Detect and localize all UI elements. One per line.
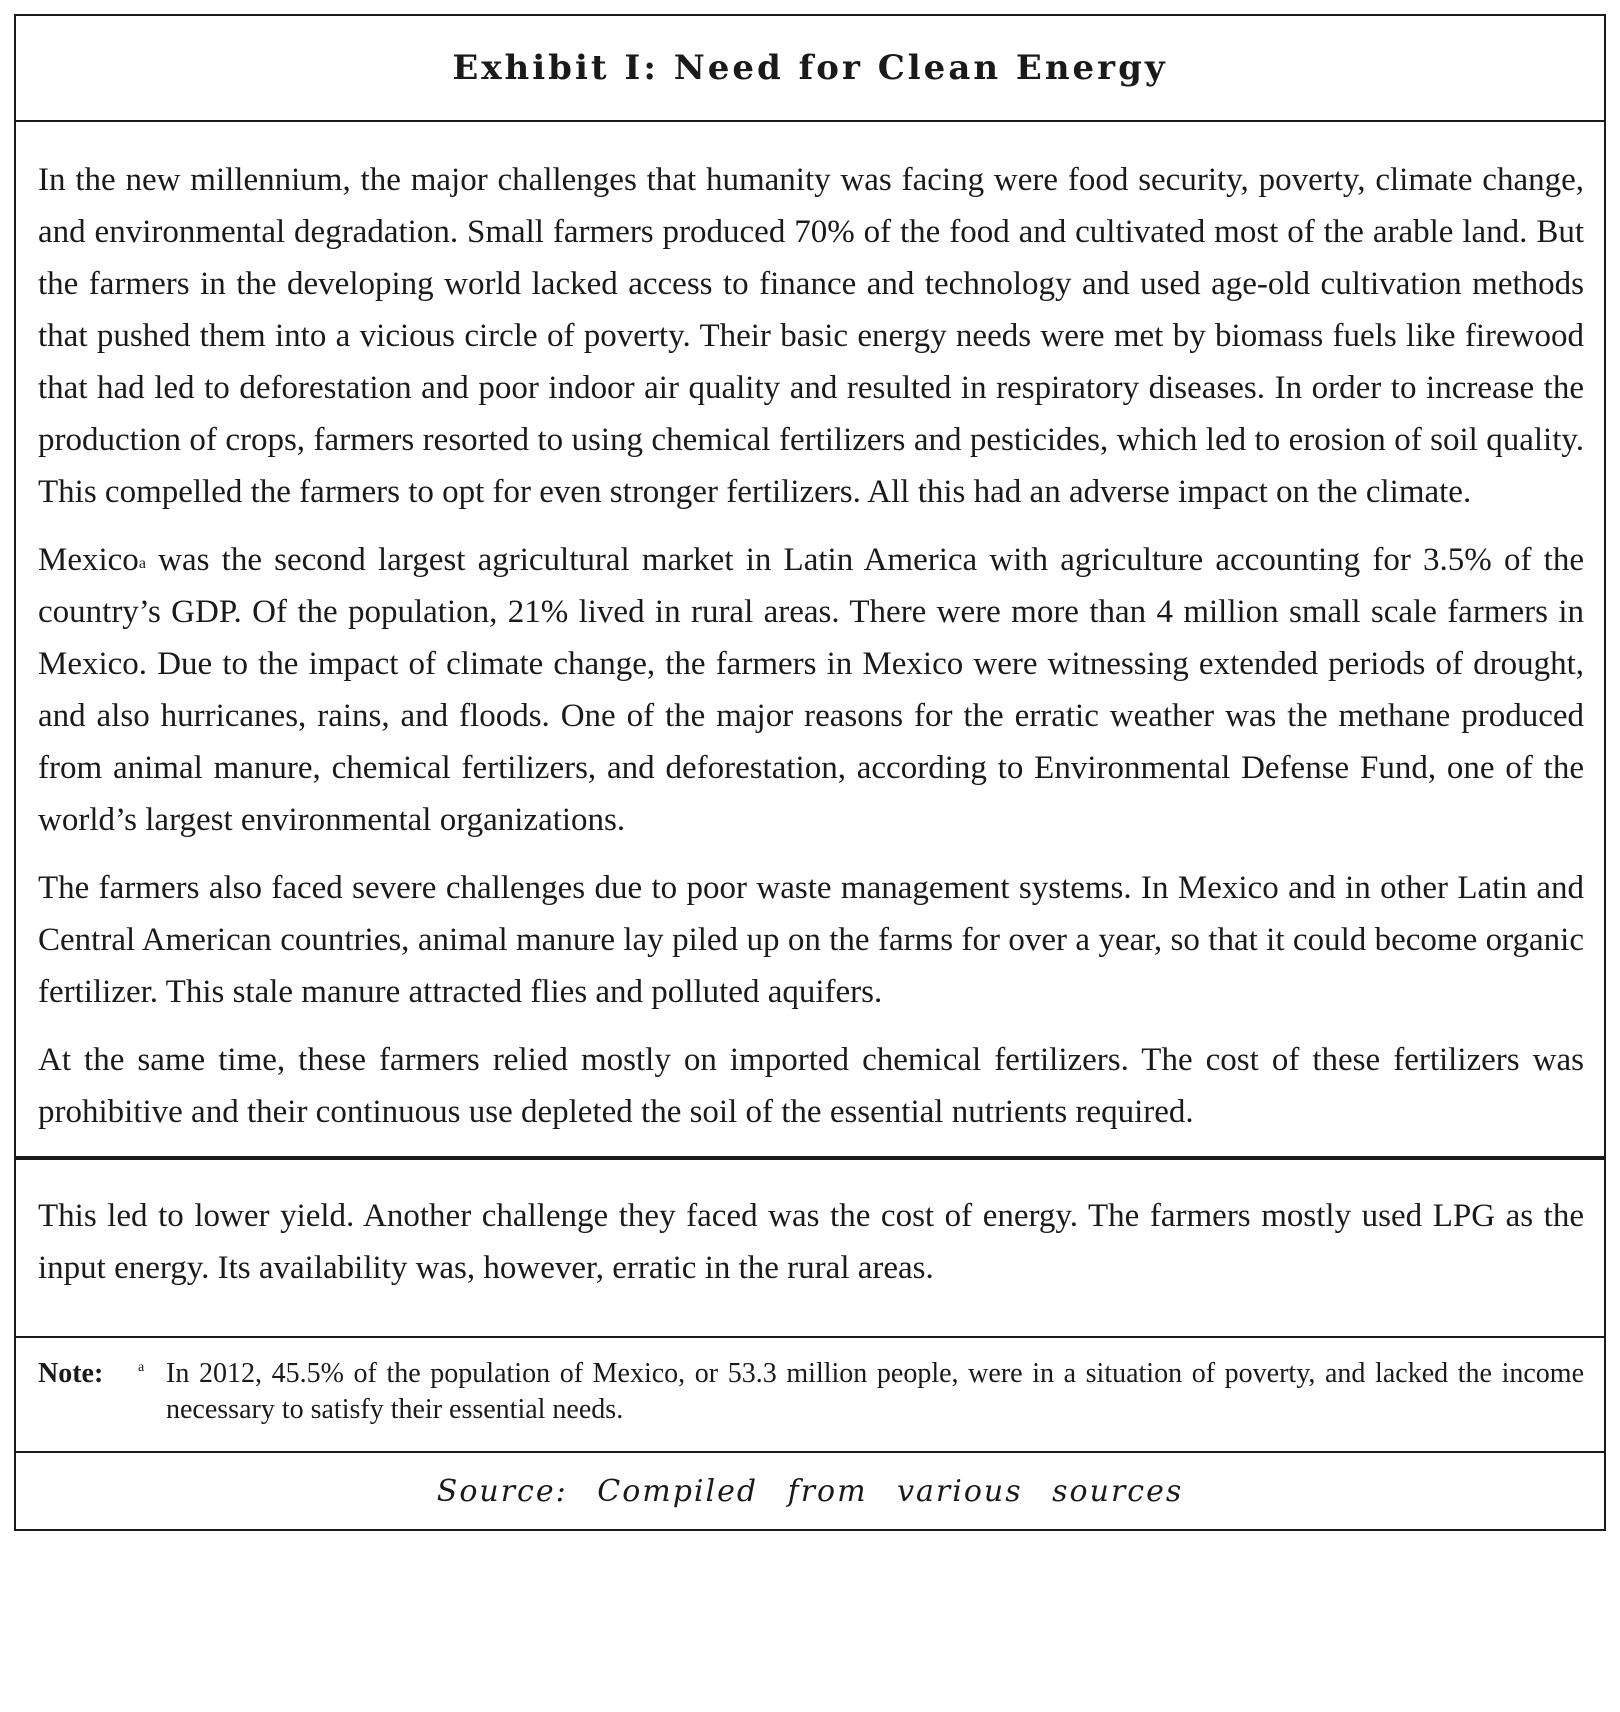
note-marker: a xyxy=(138,1360,145,1375)
source-box xyxy=(14,1453,1606,1531)
exhibit-body-continued xyxy=(14,1158,1606,1338)
exhibit-title-box xyxy=(14,14,1606,122)
note-box xyxy=(14,1338,1606,1453)
paragraph-1: In the new millennium, the major challenges that humanity was facing were food security, poverty, climate change, and environmental degradation. Small farmers produced 70% of the food and cultivated most of the arable land. But the farmers in the developing world lacked access to finance and technology and used age-old cultivation methods that pushed them into a vicious circle of poverty. Their basic energy needs were met by biomass fuels like firewood that had led to deforestation and poor indoor air quality and resulted in respiratory diseases. In order to increase the production of crops, farmers resorted to using chemical fertilizers and pesticides, which led to erosion of soil quality. This compelled the farmers to opt for even stronger fertilizers. All this had an adverse impact on the climate. xyxy=(38,162,1584,510)
paragraph-2-text: was the second largest agricultural market in Latin America with agriculture accounting for 3.5% of the country’s GDP. Of the population, 21% lived in rural areas. There were more than 4 million small scale farmers in Mexico. Due to the impact of climate change, the farmers in Mexico were witnessing extended periods of drought, and also hurricanes, rains, and floods. One of the major reasons for the erratic weather was the methane produced from animal manure, chemical fertilizers, and deforestation, according to Environmental Defense Fund, one of the world’s largest environmental organizations. xyxy=(38,542,1584,838)
exhibit-body xyxy=(14,122,1606,1158)
footnote-ref: a xyxy=(138,555,146,572)
paragraph-3: The farmers also faced severe challenges due to poor waste management systems. In Mexico and in other Latin and Central American countries, animal manure lay piled up on the farms for over a year, so that it could become organic fertilizer. This stale manure attracted flies and polluted aquifers. xyxy=(38,870,1584,1010)
exhibit xyxy=(14,14,1606,1531)
paragraph-2 xyxy=(38,534,1584,846)
note-label: Note: xyxy=(38,1358,104,1389)
paragraph-4: At the same time, these farmers relied mostly on imported chemical fertilizers. The cost of these fertilizers was prohibitive and their continuous use depleted the soil of the essential nutrients required. xyxy=(38,1042,1584,1130)
paragraph-2-lead: Mexico xyxy=(38,542,139,578)
source-line: Source: Compiled from various sources xyxy=(436,1473,1184,1509)
note-text: In 2012, 45.5% of the population of Mexico, or 53.3 million people, were in a situation of poverty, and lacked the income necessary to satisfy their essential needs. xyxy=(166,1358,1584,1425)
exhibit-title: Exhibit I: Need for Clean Energy xyxy=(452,48,1168,88)
paragraph-5: This led to lower yield. Another challenge they faced was the cost of energy. The farmers mostly used LPG as the input energy. Its availability was, however, erratic in the rural areas. xyxy=(38,1198,1584,1286)
